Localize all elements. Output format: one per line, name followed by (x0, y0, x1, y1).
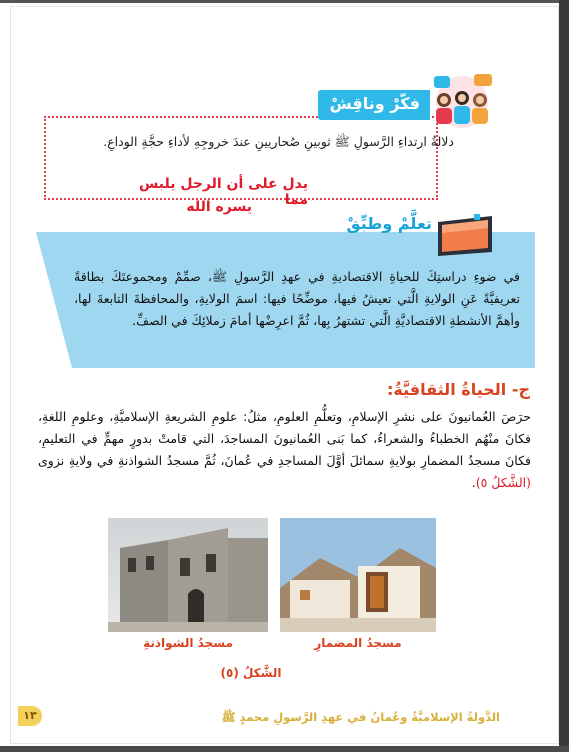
caption-shawathna-mosque: مسجدُ الشواذنةِ (143, 636, 233, 650)
page-edge-shadow (559, 0, 569, 752)
learn-apply-text: في ضوءِ دراستِكَ للحياةِ الاقتصاديةِ في عهدِ الرَّسولِ ﷺ، صمِّمْ ومجموعتَكَ بطاقةً تعريفيَّةً عَنِ الولايةِ الَّتي تعيشُ فيها، موضِّحًا فيها: اسمَ الولايةِ، والمحافظةَ التابعةَ لها، وأهمَّ الأنشطةِ الاقتصاديَّةِ الَّتي تشتهرُ بِها، ثُمَّ اعرِضْها أمامَ زملائِكَ في الصفِّ. (74, 269, 520, 328)
think-discuss-header (318, 90, 430, 120)
handwritten-answer-line-1: يدل على أن الرجل يلبس مما (138, 176, 308, 208)
footer-unit-title: الدَّولةُ الإسلاميَّةُ وعُمانُ في عهدِ الرَّسولِ محمدٍ ﷺ (221, 710, 500, 724)
discussion-group-icon (426, 72, 498, 132)
top-rule (0, 0, 569, 3)
figure-label: الشَّكلُ (٥) (220, 666, 282, 680)
think-discuss-text: دلالةُ ارتداءِ الرَّسولِ ﷺ ثوبينِ صُحاريينِ عندَ خروجِهِ لأداءِ حجَّةِ الوداعِ. (103, 134, 454, 149)
handwritten-answer-line-2: يسره الله (186, 199, 252, 215)
page-number: ١٣ (18, 706, 42, 726)
section-title: ج- الحياةُ الثقافيَّةُ: (387, 380, 530, 399)
figure-reference: (الشَّكلُ ٥) (475, 475, 531, 490)
section-paragraph-main: حرَصَ العُمانيونَ على نشرِ الإسلامِ، وتعلُّمِ العلومِ، مثلُ: علومِ الشريعةِ الإسلاميَّةِ، وعلومِ اللغةِ، فكانَ منْهُم الخطباءُ والشعراءُ، كما بَنى العُمانيونَ المساجدَ، التي قامتْ بدورٍ مهمٍّ في التعليمِ، فكانَ مسجدُ المضمارِ بولايةِ سمائلَ أوَّلَ المساجدِ في عُمانَ، ثُمَّ مسجدُ الشواذنةِ في ولايةِ نزوى (38, 409, 531, 468)
shawathna-mosque-photo (108, 518, 268, 632)
section-paragraph-end: . (471, 475, 476, 490)
learn-apply-title: تعلَّمْ وطبِّقْ (346, 214, 432, 233)
section-paragraph (38, 406, 531, 494)
caption-midhmar-mosque: مسجدُ المضمارِ (314, 636, 402, 650)
tablet-icon (434, 214, 496, 258)
midhmar-mosque-photo (280, 518, 436, 632)
bottom-rule (0, 746, 569, 752)
think-discuss-title: فكّرْ وناقِشْ (329, 94, 420, 113)
